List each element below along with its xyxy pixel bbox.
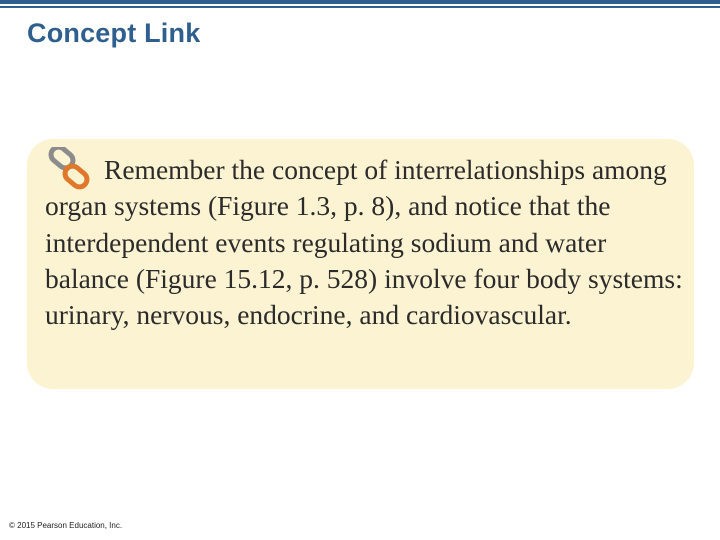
header-rule-thick	[0, 0, 720, 4]
concept-callout-text	[45, 152, 690, 333]
copyright-footer: © 2015 Pearson Education, Inc.	[9, 521, 123, 530]
slide-title: Concept Link	[27, 18, 201, 48]
callout-body: Remember the concept of interrelationships among organ systems (Figure 1.3, p. 8), and notice that the interdependent events regulating sodium and water balance (Figure 15.12, p. 528) involve four body systems: urinary, nervous, endocrine, and cardiovascular.	[45, 154, 683, 331]
header-rule-thin	[0, 6, 720, 8]
